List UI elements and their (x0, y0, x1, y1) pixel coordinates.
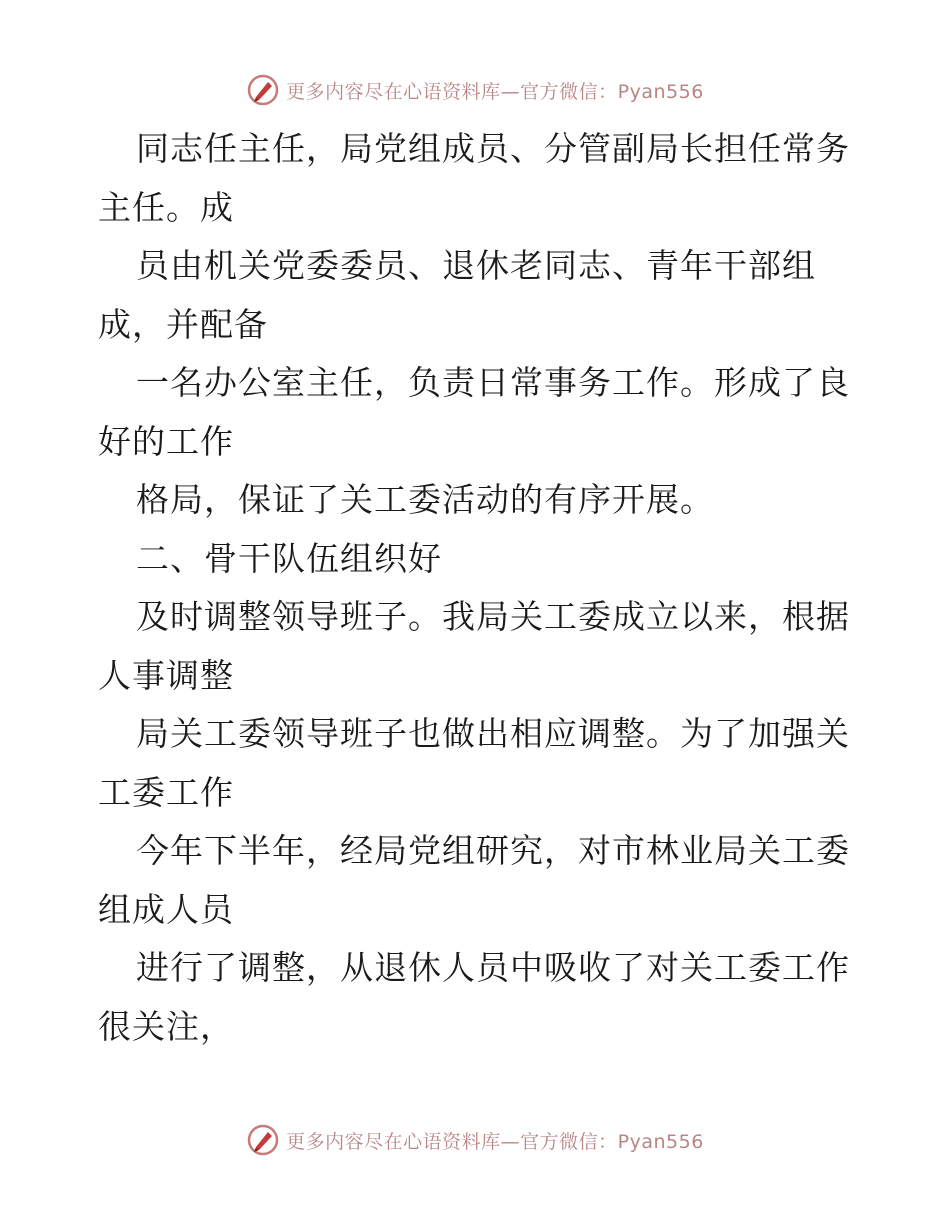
paragraph: 一名办公室主任，负责日常事务工作。形成了良好的工作 (98, 363, 850, 461)
section-heading: 二、骨干队伍组织好 (136, 538, 442, 578)
paragraph: 及时调整领导班子。我局关工委成立以来，根据人事调整 (98, 597, 850, 695)
paragraph: 同志任主任，局党组成员、分管副局长担任常务主任。成 (98, 129, 850, 227)
footer-watermark-text: 更多内容尽在心语资料库—官方微信：Pyan556 (286, 1130, 704, 1153)
header-watermark-banner (0, 70, 950, 110)
pen-nib-logo-icon (246, 1123, 280, 1157)
paragraph: 进行了调整，从退休人员中吸收了对关工委工作很关注， (98, 948, 850, 1046)
header-watermark-text: 更多内容尽在心语资料库—官方微信：Pyan556 (286, 80, 704, 103)
paragraph: 今年下半年，经局党组研究，对市林业局关工委组成人员 (98, 831, 850, 929)
paragraph: 局关工委领导班子也做出相应调整。为了加强关工委工作 (98, 714, 850, 812)
paragraph: 格局，保证了关工委活动的有序开展。 (136, 480, 714, 519)
document-body (98, 120, 858, 1056)
paragraph: 员由机关党委委员、退休老同志、青年干部组成，并配备 (98, 246, 816, 344)
pen-nib-logo-icon (246, 73, 280, 107)
footer-watermark-banner (0, 1120, 950, 1160)
